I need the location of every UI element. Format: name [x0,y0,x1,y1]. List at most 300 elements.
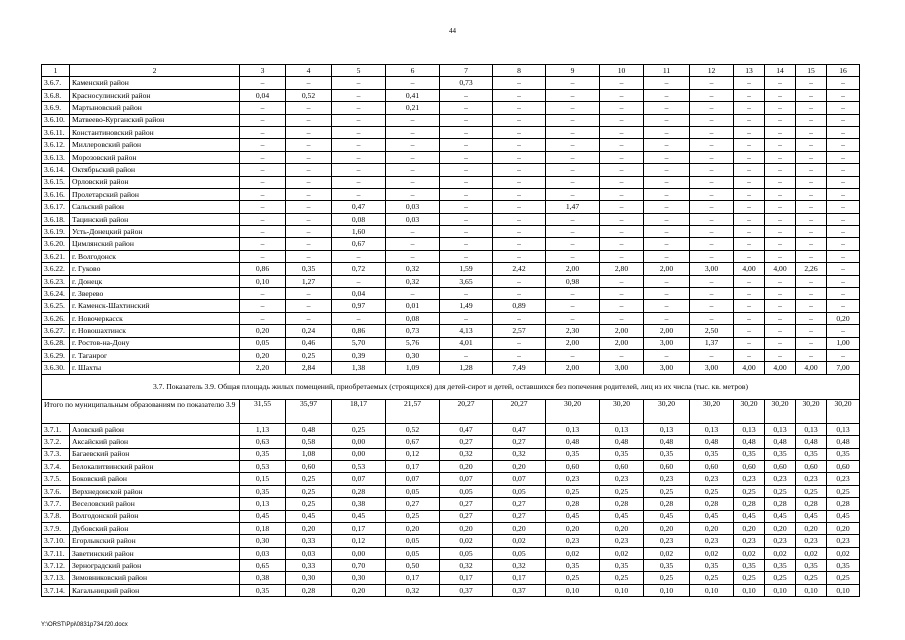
value-cell: – [796,325,827,337]
value-cell: – [690,288,734,300]
value-cell: 30,20 [690,399,734,423]
value-cell: – [827,151,860,163]
page-number: 44 [449,27,456,35]
value-cell: 30,20 [546,399,600,423]
value-cell: 0,25 [690,572,734,584]
value-cell: – [493,226,546,238]
value-cell: 0,25 [386,510,440,522]
value-cell: 2,80 [600,263,644,275]
value-cell: – [644,89,690,101]
column-number-cell: 7 [440,65,493,77]
value-cell: 0,23 [546,473,600,485]
row-name: Аксайский район [70,436,240,448]
value-cell: – [827,288,860,300]
column-number-cell: 6 [386,65,440,77]
value-cell: 0,21 [386,102,440,114]
table-row [42,213,860,225]
value-cell: – [765,139,796,151]
value-cell: – [765,77,796,89]
table-row [42,176,860,188]
table-row [42,275,860,287]
value-cell: – [332,114,386,126]
value-cell: 0,13 [690,423,734,435]
value-cell: 0,00 [332,448,386,460]
value-cell: 0,23 [644,473,690,485]
value-cell: – [796,139,827,151]
value-cell: 0,35 [546,560,600,572]
value-cell: 0,48 [765,436,796,448]
value-cell: – [734,250,765,262]
value-cell: – [332,139,386,151]
value-cell: – [796,288,827,300]
value-cell: 5,70 [332,337,386,349]
value-cell: – [240,102,286,114]
value-cell: – [765,188,796,200]
value-cell: 0,12 [332,535,386,547]
value-cell: 0,03 [386,201,440,213]
value-cell: – [690,114,734,126]
value-cell: – [286,164,332,176]
total-row [42,399,860,423]
value-cell: – [796,238,827,250]
value-cell: – [690,349,734,361]
value-cell: – [600,164,644,176]
value-cell: – [765,300,796,312]
table-row [42,460,860,472]
row-name: Багаевский район [70,448,240,460]
value-cell: – [286,139,332,151]
table-row [42,436,860,448]
value-cell: 0,04 [332,288,386,300]
value-cell: – [600,126,644,138]
value-cell: 0,17 [440,572,493,584]
value-cell: 0,05 [386,485,440,497]
row-number: 3.7.3. [42,448,70,460]
value-cell: – [765,275,796,287]
row-number: 3.6.22. [42,263,70,275]
row-name: г. Таганрог [70,349,240,361]
value-cell: 2,00 [644,325,690,337]
value-cell: – [440,139,493,151]
value-cell: 0,20 [440,522,493,534]
row-name: Октябрьский район [70,164,240,176]
value-cell: – [796,201,827,213]
table-row [42,522,860,534]
value-cell: – [493,188,546,200]
row-number: 3.7.1. [42,423,70,435]
value-cell: – [734,213,765,225]
value-cell: – [332,126,386,138]
value-cell: 0,10 [600,584,644,596]
value-cell: – [440,151,493,163]
value-cell: 0,32 [386,263,440,275]
total-label: Итого по муниципальным образованиям по показателю 3.9 [42,399,240,423]
value-cell: – [286,201,332,213]
value-cell: – [644,201,690,213]
value-cell: – [332,151,386,163]
row-number: 3.6.29. [42,349,70,361]
value-cell: – [734,102,765,114]
table-row [42,300,860,312]
value-cell: 0,28 [827,498,860,510]
value-cell: 0,25 [644,485,690,497]
value-cell: 0,45 [240,510,286,522]
value-cell: 0,23 [827,473,860,485]
row-number: 3.6.7. [42,77,70,89]
value-cell: 0,23 [690,535,734,547]
value-cell: 0,47 [440,423,493,435]
value-cell: 0,20 [827,312,860,324]
row-number: 3.6.12. [42,139,70,151]
value-cell: – [765,126,796,138]
value-cell: 4,01 [440,337,493,349]
value-cell: – [600,300,644,312]
value-cell: 0,20 [386,522,440,534]
row-number: 3.7.8. [42,510,70,522]
value-cell: 0,05 [493,485,546,497]
section-title: 3.7. Показатель 3.9. Общая площадь жилых помещений, приобретаемых (строящихся) для детей-сирот и детей, оставшихся без попечения родителей, лиц из их числа (тыс. кв. метров) [42,374,860,399]
value-cell: 0,05 [386,535,440,547]
row-name: г. Донецк [70,275,240,287]
value-cell: – [386,176,440,188]
value-cell: 0,17 [386,460,440,472]
value-cell: – [240,213,286,225]
value-cell: 0,02 [734,547,765,559]
value-cell: 0,35 [286,263,332,275]
value-cell: – [796,312,827,324]
value-cell: – [493,126,546,138]
value-cell: – [734,349,765,361]
value-cell: 0,25 [827,485,860,497]
value-cell: – [690,139,734,151]
value-cell: 0,28 [600,498,644,510]
value-cell: – [546,288,600,300]
value-cell: – [765,250,796,262]
value-cell: – [734,238,765,250]
data-table [41,64,860,597]
value-cell: – [734,226,765,238]
value-cell: – [734,139,765,151]
value-cell: 0,23 [765,473,796,485]
value-cell: – [493,176,546,188]
value-cell: – [546,213,600,225]
value-cell: – [827,126,860,138]
value-cell: 0,20 [796,522,827,534]
value-cell: – [286,250,332,262]
value-cell: 3,00 [690,263,734,275]
value-cell: – [600,77,644,89]
row-name: г. Зверево [70,288,240,300]
value-cell: 0,30 [240,535,286,547]
value-cell: – [240,288,286,300]
value-cell: 0,35 [240,448,286,460]
value-cell: 0,00 [332,547,386,559]
row-number: 3.7.13. [42,572,70,584]
value-cell: – [644,176,690,188]
value-cell: 0,23 [600,535,644,547]
value-cell: 0,28 [546,498,600,510]
value-cell: 0,35 [796,448,827,460]
value-cell: 0,33 [286,560,332,572]
value-cell: – [765,151,796,163]
table-row [42,362,860,374]
value-cell: – [286,176,332,188]
value-cell: – [493,337,546,349]
value-cell: 2,00 [546,263,600,275]
value-cell: – [286,238,332,250]
value-cell: 0,35 [644,448,690,460]
value-cell: 3,00 [644,337,690,349]
value-cell: – [827,300,860,312]
value-cell: 0,02 [600,547,644,559]
value-cell: 0,25 [600,485,644,497]
value-cell: 0,35 [796,560,827,572]
value-cell: 0,27 [440,498,493,510]
value-cell: 0,02 [546,547,600,559]
value-cell: 0,20 [600,522,644,534]
value-cell: 0,52 [286,89,332,101]
row-name: Орловский район [70,176,240,188]
value-cell: – [440,312,493,324]
value-cell: 0,60 [690,460,734,472]
value-cell: – [600,312,644,324]
value-cell: – [600,114,644,126]
value-cell: – [286,151,332,163]
value-cell: – [827,188,860,200]
value-cell: – [765,102,796,114]
value-cell: – [386,188,440,200]
value-cell: 30,20 [644,399,690,423]
value-cell: – [827,238,860,250]
value-cell: 4,00 [734,263,765,275]
row-name: Тацинский район [70,213,240,225]
value-cell: 0,17 [332,522,386,534]
value-cell: 0,10 [734,584,765,596]
value-cell: – [286,300,332,312]
value-cell: – [600,250,644,262]
value-cell: 2,00 [644,263,690,275]
value-cell: – [386,226,440,238]
row-name: г. Ростов-на-Дону [70,337,240,349]
value-cell: – [827,263,860,275]
table-row [42,288,860,300]
value-cell: – [827,139,860,151]
value-cell: 0,23 [796,535,827,547]
value-cell: – [600,275,644,287]
value-cell: 0,45 [546,510,600,522]
value-cell: 0,32 [386,275,440,287]
value-cell: – [440,226,493,238]
row-number: 3.7.5. [42,473,70,485]
value-cell: 0,60 [827,460,860,472]
value-cell: – [644,151,690,163]
value-cell: – [644,300,690,312]
value-cell: 0,25 [765,572,796,584]
value-cell: – [386,164,440,176]
value-cell: – [827,201,860,213]
value-cell: 0,10 [546,584,600,596]
value-cell: 0,45 [765,510,796,522]
table-row [42,139,860,151]
value-cell: 0,03 [386,213,440,225]
value-cell: – [332,164,386,176]
value-cell: 0,17 [493,572,546,584]
row-number: 3.6.20. [42,238,70,250]
value-cell: – [600,288,644,300]
value-cell: – [546,102,600,114]
value-cell: – [440,250,493,262]
value-cell: – [440,349,493,361]
row-name: Константиновский район [70,126,240,138]
row-number: 3.6.14. [42,164,70,176]
table-row [42,102,860,114]
row-number: 3.6.17. [42,201,70,213]
row-name: Верхнедонской район [70,485,240,497]
value-cell: – [644,349,690,361]
value-cell: – [440,114,493,126]
value-cell: 1,09 [386,362,440,374]
row-name: Каменский район [70,77,240,89]
value-cell: 0,45 [734,510,765,522]
value-cell: 0,30 [332,572,386,584]
value-cell: 0,73 [440,77,493,89]
value-cell: 0,48 [644,436,690,448]
value-cell: 0,45 [796,510,827,522]
row-number: 3.6.19. [42,226,70,238]
value-cell: – [690,300,734,312]
row-number: 3.6.11. [42,126,70,138]
value-cell: – [796,337,827,349]
value-cell: 0,32 [440,560,493,572]
value-cell: – [765,176,796,188]
value-cell: 0,45 [690,510,734,522]
value-cell: 0,20 [827,522,860,534]
value-cell: 0,25 [765,485,796,497]
row-name: Красносулинский район [70,89,240,101]
value-cell: – [690,238,734,250]
value-cell: 0,37 [493,584,546,596]
value-cell: 2,26 [796,263,827,275]
value-cell: 0,05 [440,485,493,497]
value-cell: – [332,312,386,324]
value-cell: 0,25 [546,572,600,584]
value-cell: 0,18 [240,522,286,534]
value-cell: – [765,349,796,361]
table-row [42,560,860,572]
value-cell: – [827,114,860,126]
value-cell: 0,25 [796,485,827,497]
row-name: Мартыновский район [70,102,240,114]
value-cell: – [765,226,796,238]
value-cell: – [796,126,827,138]
value-cell: 0,27 [493,510,546,522]
table-row [42,584,860,596]
value-cell: 0,67 [332,238,386,250]
value-cell: – [240,77,286,89]
value-cell: 0,20 [286,522,332,534]
value-cell: – [734,325,765,337]
value-cell: – [796,250,827,262]
value-cell: 0,48 [690,436,734,448]
value-cell: – [546,226,600,238]
value-cell: 4,00 [734,362,765,374]
value-cell: 0,98 [546,275,600,287]
row-number: 3.7.11. [42,547,70,559]
value-cell: – [286,102,332,114]
row-number: 3.6.8. [42,89,70,101]
value-cell: 3,00 [690,362,734,374]
value-cell: 0,48 [286,423,332,435]
value-cell: 0,60 [734,460,765,472]
value-cell: 0,60 [546,460,600,472]
value-cell: – [734,77,765,89]
value-cell: 0,28 [796,498,827,510]
value-cell: 0,25 [546,485,600,497]
value-cell: – [240,126,286,138]
value-cell: – [440,89,493,101]
value-cell: – [765,114,796,126]
value-cell: 0,72 [332,263,386,275]
column-number-row [42,65,860,77]
value-cell: 7,49 [493,362,546,374]
value-cell: 0,07 [440,473,493,485]
value-cell: 0,48 [546,436,600,448]
column-number-cell: 15 [796,65,827,77]
value-cell: – [827,349,860,361]
value-cell: 20,27 [440,399,493,423]
row-name: Зерноградский район [70,560,240,572]
value-cell: – [827,325,860,337]
value-cell: – [690,151,734,163]
value-cell: 30,20 [765,399,796,423]
row-name: Морозовский район [70,151,240,163]
value-cell: – [644,288,690,300]
value-cell: – [332,275,386,287]
value-cell: 0,28 [765,498,796,510]
value-cell: 0,25 [734,485,765,497]
value-cell: – [644,139,690,151]
row-number: 3.7.4. [42,460,70,472]
row-name: Волгодонской район [70,510,240,522]
value-cell: – [690,188,734,200]
value-cell: 0,20 [546,522,600,534]
value-cell: 0,47 [493,423,546,435]
value-cell: – [644,114,690,126]
value-cell: 0,35 [734,560,765,572]
value-cell: 0,10 [644,584,690,596]
value-cell: – [546,77,600,89]
table-row [42,485,860,497]
value-cell: – [386,151,440,163]
value-cell: – [765,164,796,176]
value-cell: – [734,275,765,287]
value-cell: 0,35 [240,485,286,497]
value-cell: 0,35 [546,448,600,460]
value-cell: – [493,77,546,89]
value-cell: – [734,151,765,163]
value-cell: – [386,288,440,300]
value-cell: 0,12 [386,448,440,460]
value-cell: – [827,89,860,101]
value-cell: – [600,349,644,361]
value-cell: – [493,238,546,250]
value-cell: 0,48 [600,436,644,448]
value-cell: – [690,89,734,101]
value-cell: 0,10 [765,584,796,596]
value-cell: 5,76 [386,337,440,349]
value-cell: – [690,176,734,188]
value-cell: 0,60 [644,460,690,472]
